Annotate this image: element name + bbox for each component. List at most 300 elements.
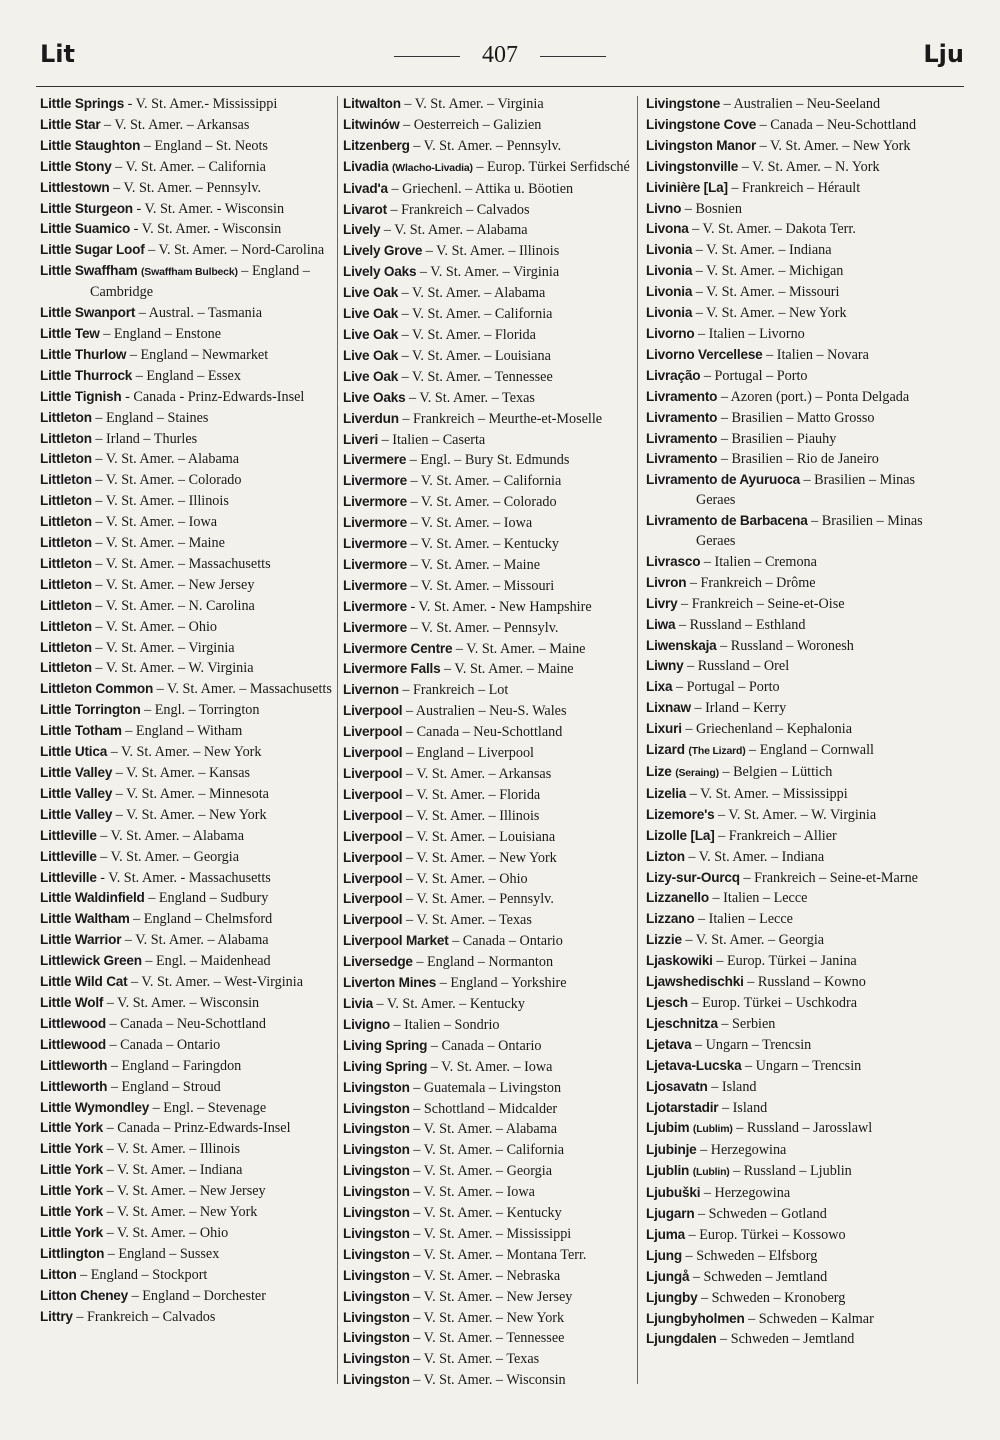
entry-term: Littleworth — [40, 1057, 108, 1073]
gazetteer-entry — [40, 324, 336, 345]
entry-description: – Frankreich – Lot — [398, 682, 509, 699]
gazetteer-entry — [343, 325, 639, 346]
entry-description: – V. St. Amer. – Alabama — [409, 1121, 557, 1138]
entry-term: Ljotarstadir — [646, 1099, 719, 1115]
gazetteer-entry — [646, 178, 942, 199]
entry-description: – England – St. Neots — [140, 137, 268, 154]
gazetteer-entry — [40, 491, 336, 512]
gazetteer-entry — [343, 409, 639, 430]
entry-description: – V. St. Amer. – Illinois — [402, 807, 540, 824]
entry-description: – V. St. Amer. – California — [111, 158, 266, 175]
entry-description: – V. St. Amer. – Massachusetts — [153, 681, 332, 698]
entry-term: Little York — [40, 1204, 104, 1220]
entry-description: – V. St. Amer. – Texas — [405, 389, 535, 406]
entry-description: – Brasilien – Minas Geraes — [696, 472, 916, 509]
gazetteer-entry — [343, 1370, 639, 1391]
entry-term: Ljungbyholmen — [646, 1310, 745, 1326]
entry-term: Ljubim — [646, 1120, 690, 1136]
entry-term: Lixnaw — [646, 700, 691, 716]
entry-description: – Frankreich – Seine-et-Oise — [677, 595, 845, 612]
gazetteer-entry — [343, 1245, 639, 1266]
gazetteer-entry — [343, 179, 639, 200]
entry-description: – V. St. Amer. – New York — [409, 1309, 565, 1326]
entry-description: – V. St. Amer. – Iowa — [409, 1184, 535, 1201]
entry-term: Livinière [La] — [646, 179, 728, 195]
entry-term: Living Spring — [343, 1037, 428, 1053]
entry-description: – England – Liverpool — [402, 745, 534, 762]
gazetteer-entry — [646, 1309, 942, 1330]
entry-description: – V. St. Amer. – Georgia — [409, 1163, 553, 1180]
entry-term: Littleton — [40, 597, 92, 613]
entry-term: Livingston — [343, 1246, 410, 1262]
gazetteer-entry — [646, 219, 942, 240]
entry-term: Little Valley — [40, 765, 113, 780]
gazetteer-entry — [646, 366, 942, 387]
entry-description: – Herzegowina — [700, 1185, 791, 1202]
entry-term: Liverpool — [343, 870, 403, 886]
entry-term: Lizton — [646, 848, 685, 864]
entry-term: Little Swaffham — [40, 263, 138, 279]
column-separator — [337, 96, 338, 1384]
entry-description: – England – Witham — [121, 723, 243, 740]
gazetteer-entry — [343, 136, 639, 157]
entry-term: Liverpool — [343, 891, 403, 907]
gazetteer-entry — [646, 762, 942, 784]
entry-term: Lively — [343, 222, 381, 238]
entry-term: Livron — [646, 574, 687, 590]
entry-description: – Europ. Türkei – Kossowo — [685, 1226, 846, 1243]
gazetteer-entry — [343, 1349, 639, 1370]
entry-note: (Lublim) — [692, 1123, 733, 1136]
entry-description: – V. St. Amer. – Ohio — [103, 1224, 229, 1241]
entry-term: Live Oak — [343, 285, 399, 301]
entry-description: - V. St. Amer. - New Hampshire — [406, 598, 592, 615]
gazetteer-entry — [343, 1266, 639, 1287]
entry-term: Livermore — [343, 515, 407, 531]
entry-term: Livingston — [343, 1142, 410, 1158]
entry-term: Livonia — [646, 263, 693, 279]
gazetteer-entry — [646, 805, 942, 826]
gazetteer-entry — [40, 178, 336, 199]
entry-term: Ljawshedischki — [646, 974, 744, 990]
entry-description: – Russland – Orel — [683, 658, 790, 675]
gazetteer-column-1 — [40, 94, 336, 1327]
gazetteer-entry — [40, 1181, 336, 1202]
entry-description: – Canada – Neu-Schottland — [756, 116, 917, 133]
entry-description: – Bosnien — [681, 200, 742, 217]
entry-description: – Brasilien – Matto Grosso — [717, 409, 875, 426]
entry-description: – V. St. Amer. – Georgia — [681, 932, 825, 949]
entry-description: – V. St. Amer. – Pennsylv. — [406, 619, 559, 636]
gazetteer-entry — [40, 1077, 336, 1098]
entry-description: – V. St. Amer. – Florida — [398, 326, 536, 343]
entry-term: Livingston — [343, 1288, 410, 1304]
entry-description: – England – Essex — [132, 367, 241, 384]
entry-term: Ljetava — [646, 1036, 692, 1052]
entry-description: – England – Cambridge — [90, 263, 310, 301]
gazetteer-entry — [343, 1015, 639, 1036]
gazetteer-entry — [343, 764, 639, 785]
entry-term: Livonia — [646, 284, 693, 300]
entry-term: Ljungå — [646, 1268, 690, 1284]
gazetteer-entry — [40, 240, 336, 261]
entry-description: – V. St. Amer. – Missouri — [406, 577, 555, 594]
entry-term: Ljungby — [646, 1289, 698, 1305]
entry-term: Little Torrington — [40, 702, 141, 718]
gazetteer-entry — [646, 345, 942, 366]
entry-description: – V. St. Amer. – Pennsylv. — [409, 137, 562, 154]
entry-description: – V. St. Amer. – Pennsylv. — [402, 891, 554, 908]
entry-term: Littlewood — [40, 1036, 106, 1052]
entry-description: – Frankreich – Drôme — [686, 574, 816, 591]
entry-term: Lixuri — [646, 721, 682, 737]
entry-description: – England – Enstone — [99, 325, 222, 342]
entry-term: Ljubinje — [646, 1142, 697, 1158]
gazetteer-entry — [40, 1035, 336, 1056]
gazetteer-entry — [343, 869, 639, 890]
entry-term: Litton Cheney — [40, 1287, 129, 1303]
gazetteer-entry — [646, 656, 942, 677]
gazetteer-entry — [40, 638, 336, 659]
entry-description: – Ungarn – Trencsin — [691, 1036, 812, 1053]
gazetteer-entry — [646, 573, 942, 594]
gazetteer-entry — [343, 304, 639, 325]
entry-description: – V. St. Amer. – New Jersey — [409, 1288, 573, 1305]
gazetteer-entry — [343, 639, 639, 660]
gazetteer-entry — [343, 555, 639, 576]
gazetteer-entry — [343, 659, 639, 680]
entry-term: Livigno — [343, 1016, 390, 1032]
gazetteer-entry — [646, 909, 942, 930]
entry-description: – Europ. Türkei – Janina — [712, 953, 857, 970]
gazetteer-entry — [40, 805, 336, 826]
entry-description: – V. St. Amer. – New York — [103, 1204, 258, 1221]
gazetteer-entry — [343, 1328, 639, 1349]
entry-term: Lizard — [646, 742, 685, 758]
gazetteer-entry — [343, 910, 639, 931]
entry-description: – V. St. Amer. – Alabama — [380, 222, 528, 239]
gazetteer-entry — [343, 889, 639, 910]
entry-term: Live Oak — [343, 368, 399, 384]
entry-description: – Engl. – Bury St. Edmunds — [406, 452, 570, 469]
entry-term: Little Wild Cat — [40, 974, 128, 990]
entry-description: – V. St. Amer. – New York — [112, 806, 267, 823]
entry-term: Liverpool — [343, 807, 403, 823]
header-left-catchword: Lit — [40, 40, 75, 68]
gazetteer-entry — [343, 597, 639, 618]
gazetteer-entry — [646, 1267, 942, 1288]
entry-term: Livernon — [343, 682, 399, 698]
gazetteer-entry — [646, 240, 942, 261]
gazetteer-entry — [40, 157, 336, 178]
gazetteer-entry — [343, 262, 639, 283]
entry-term: Livingston — [343, 1079, 410, 1095]
gazetteer-entry — [646, 261, 942, 282]
entry-description: – V. St. Amer. – New York — [692, 305, 847, 322]
gazetteer-entry — [646, 677, 942, 698]
entry-description: – V. St. Amer. – Virginia — [91, 639, 235, 656]
entry-description: – Schweden – Kalmar — [744, 1310, 874, 1327]
entry-description: – V. St. Amer. – Indiana — [692, 242, 832, 259]
entry-term: Littry — [40, 1308, 73, 1324]
entry-description: – V. St. Amer. – Georgia — [96, 848, 240, 865]
gazetteer-entry — [343, 848, 639, 869]
gazetteer-entry — [40, 972, 336, 993]
gazetteer-entry — [646, 1161, 942, 1183]
entry-description: – Irland – Thurles — [91, 430, 198, 447]
entry-description: – Frankreich – Seine-et-Marne — [739, 869, 918, 886]
entry-description: – V. St. Amer. – New York — [402, 849, 557, 866]
entry-description: – V. St. Amer. – California — [398, 306, 553, 323]
gazetteer-entry — [343, 1140, 639, 1161]
gazetteer-entry — [343, 115, 639, 136]
gazetteer-entry — [40, 784, 336, 805]
entry-note: (Swaffham Bulbeck) — [141, 266, 238, 279]
entry-description: – Russland – Woronesh — [716, 637, 854, 654]
gazetteer-entry — [646, 888, 942, 909]
entry-description: – Schottland – Midcalder — [409, 1100, 558, 1117]
gazetteer-entry — [40, 1244, 336, 1265]
entry-term: Livermore — [343, 494, 407, 510]
entry-description: – Australien – Neu-S. Wales — [402, 703, 567, 720]
entry-term: Ljungdalen — [646, 1331, 717, 1347]
gazetteer-entry — [343, 618, 639, 639]
header-right-catchword: Lju — [923, 40, 964, 68]
entry-description: – V. St. Amer. – Kentucky — [406, 536, 559, 553]
entry-description: – Australien – Neu-Seeland — [720, 96, 881, 112]
entry-description: – V. St. Amer. – Mississippi — [409, 1225, 572, 1242]
entry-description: – Engl. – Stevenage — [149, 1099, 267, 1116]
entry-term: Little Wymondley — [40, 1099, 150, 1115]
entry-description: – V. St. Amer. – Indiana — [684, 848, 825, 865]
gazetteer-entry — [343, 1078, 639, 1099]
gazetteer-entry — [646, 972, 942, 993]
entry-term: Livingston — [343, 1372, 410, 1388]
entry-description: – V. St. Amer. – California — [406, 473, 562, 490]
entry-term: Livarot — [343, 201, 387, 217]
gazetteer-entry — [646, 847, 942, 868]
entry-description: – V. St. Amer. – Indiana — [103, 1162, 243, 1179]
entry-term: Liverpool — [343, 849, 403, 865]
gazetteer-entry — [343, 1161, 639, 1182]
entry-term: Little Wolf — [40, 994, 104, 1010]
entry-description: – Belgien – Lüttich — [718, 764, 833, 780]
entry-description: – V. St. Amer. – Colorado — [406, 494, 557, 511]
gazetteer-entry — [40, 617, 336, 638]
entry-term: Little Suamico — [40, 221, 131, 237]
gazetteer-entry — [40, 930, 336, 951]
gazetteer-entry — [40, 366, 336, 387]
entry-term: Livadia — [343, 158, 389, 174]
entry-description: – Italien – Sondrio — [389, 1016, 500, 1033]
gazetteer-entry — [40, 345, 336, 366]
gazetteer-entry — [343, 1287, 639, 1308]
gazetteer-column-2 — [343, 94, 639, 1391]
entry-description: – V. St. Amer. – Alabama — [96, 827, 244, 844]
gazetteer-entry — [40, 868, 336, 889]
entry-term: Littleton Common — [40, 681, 154, 697]
header-dash-right — [540, 56, 606, 57]
entry-term: Live Oak — [343, 326, 399, 342]
entry-term: Little Tignish — [40, 388, 122, 404]
gazetteer-entry — [40, 888, 336, 909]
entry-description: – V. St. Amer. – Pennsylv. — [109, 179, 262, 196]
entry-description: – V. St. Amer. – Maine — [440, 661, 574, 678]
gazetteer-entry — [646, 1118, 942, 1140]
entry-description: – V. St. Amer. – Tennessee — [409, 1330, 565, 1347]
gazetteer-entry — [343, 241, 639, 262]
gazetteer-entry — [646, 1288, 942, 1309]
gazetteer-entry — [646, 136, 942, 157]
entry-term: Little Waltham — [40, 911, 130, 927]
entry-term: Livingston — [343, 1330, 410, 1346]
gazetteer-entry — [646, 615, 942, 636]
entry-description: – Brasilien – Piauhy — [717, 430, 837, 447]
entry-term: Liverpool — [343, 703, 403, 719]
gazetteer-entry — [646, 429, 942, 450]
gazetteer-entry — [343, 1224, 639, 1245]
gazetteer-entry — [646, 115, 942, 136]
gazetteer-entry — [40, 94, 336, 115]
gazetteer-entry — [40, 512, 336, 533]
entry-description: – V. St. Amer. – New York — [107, 744, 262, 761]
gazetteer-entry — [40, 449, 336, 470]
entry-description: – V. St. Amer. – W. Virginia — [91, 660, 254, 677]
entry-description: – Island — [718, 1099, 768, 1116]
gazetteer-entry — [343, 388, 639, 409]
entry-term: Ljeschnitza — [646, 1015, 718, 1031]
entry-description: – V. St. Amer. – Wisconsin — [409, 1372, 566, 1389]
entry-term: Lizzie — [646, 932, 682, 948]
entry-description: – England – Normanton — [412, 954, 554, 971]
entry-term: Ljugarn — [646, 1206, 695, 1222]
gazetteer-entry — [40, 1265, 336, 1286]
entry-description: – V. St. Amer. – Kentucky — [409, 1205, 562, 1222]
entry-term: Lizelia — [646, 785, 687, 801]
entry-term: Livermore — [343, 619, 407, 635]
entry-description: – Canada – Prinz-Edwards-Insel — [103, 1120, 291, 1137]
entry-description: – V. St. Amer. – Virginia — [416, 264, 560, 281]
gazetteer-entry — [646, 698, 942, 719]
entry-description: – Griechenland – Kephalonia — [681, 721, 853, 738]
entry-description: – Canada – Ontario — [448, 933, 563, 950]
entry-description: – Frankreich – Calvados — [386, 201, 530, 218]
gazetteer-entry — [40, 554, 336, 575]
entry-term: Little York — [40, 1224, 104, 1240]
entry-description: – V. St. Amer. – Nord-Carolina — [144, 242, 325, 259]
entry-term: Lixa — [646, 679, 673, 695]
entry-term: Livermore Falls — [343, 661, 441, 677]
entry-term: Livingstone — [646, 96, 721, 111]
entry-note: (Wlacho-Livadia) — [392, 161, 473, 174]
entry-term: Liverpool — [343, 786, 403, 802]
entry-description: – Canada – Neu-Schottland — [402, 724, 563, 741]
entry-description: – Brasilien – Rio de Janeiro — [717, 451, 879, 468]
gazetteer-entry — [40, 219, 336, 240]
gazetteer-entry — [40, 658, 336, 679]
entry-description: – V. St. Amer. – Ohio — [91, 618, 218, 635]
gazetteer-entry — [40, 1139, 336, 1160]
entry-term: Livermere — [343, 452, 407, 468]
entry-term: Livingston — [343, 1351, 410, 1367]
gazetteer-entry — [343, 534, 639, 555]
gazetteer-entry — [646, 408, 942, 429]
gazetteer-entry — [343, 931, 639, 952]
gazetteer-entry — [343, 220, 639, 241]
entry-term: Livermore — [343, 577, 407, 593]
gazetteer-entry — [40, 1160, 336, 1181]
entry-note: (Lublin) — [692, 1166, 730, 1179]
entry-description: – V. St. Amer. – Minnesota — [112, 785, 269, 802]
entry-term: Littleton — [40, 639, 92, 655]
gazetteer-entry — [646, 199, 942, 220]
entry-description: – England – Sudbury — [144, 890, 269, 907]
entry-description: – V. St. Amer. – Iowa — [427, 1058, 553, 1075]
entry-term: Live Oak — [343, 306, 399, 322]
entry-description: – V. St. Amer. – Maine — [91, 535, 225, 552]
entry-description: – England – Chelmsford — [129, 911, 273, 928]
entry-description: – Canada – Ontario — [105, 1036, 221, 1053]
entry-description: – Italien – Cremona — [700, 553, 817, 570]
gazetteer-entry — [646, 1204, 942, 1225]
entry-description: – V. St. Amer. – Illinois — [422, 243, 560, 260]
entry-description: – V. St. Amer. – Louisiana — [402, 828, 556, 845]
entry-description: – V. St. Amer. – Arkansas — [100, 116, 250, 133]
entry-description: - V. St. Amer.- Mississippi — [124, 96, 278, 112]
entry-description: – Italien – Novara — [762, 346, 869, 363]
entry-term: Little Totham — [40, 723, 122, 739]
entry-term: Little York — [40, 1141, 104, 1157]
entry-term: Little Thurrock — [40, 367, 133, 383]
entry-term: Live Oaks — [343, 389, 406, 405]
gazetteer-entry — [646, 303, 942, 324]
entry-description: – England – Newmarket — [126, 346, 269, 363]
gazetteer-entry — [646, 740, 942, 762]
gazetteer-entry — [40, 533, 336, 554]
gazetteer-entry — [343, 450, 639, 471]
gazetteer-entry — [343, 1099, 639, 1120]
gazetteer-entry — [343, 680, 639, 701]
gazetteer-entry — [646, 1225, 942, 1246]
entry-description: – V. St. Amer. – Alabama — [398, 285, 546, 302]
entry-term: Living Spring — [343, 1058, 428, 1074]
entry-description: – V. St. Amer. – Nebraska — [409, 1267, 561, 1284]
gazetteer-entry — [40, 1056, 336, 1077]
gazetteer-entry — [343, 1203, 639, 1224]
entry-term: Livingston — [343, 1184, 410, 1200]
gazetteer-entry — [40, 1223, 336, 1244]
gazetteer-entry — [646, 826, 942, 847]
entry-term: Livry — [646, 595, 678, 611]
entry-description: – Schweden – Gotland — [694, 1206, 827, 1223]
entry-term: Little Sturgeon — [40, 200, 133, 216]
gazetteer-entry — [343, 743, 639, 764]
gazetteer-entry — [40, 826, 336, 847]
page-header — [36, 40, 964, 80]
entry-term: Ljaskowiki — [646, 953, 713, 969]
entry-description: – England – Dorchester — [128, 1287, 266, 1304]
entry-term: Littleville — [40, 869, 97, 885]
entry-description: – V. St. Amer. – New Jersey — [91, 576, 255, 593]
entry-description: – England – Faringdon — [107, 1057, 242, 1074]
entry-description: – Austral. – Tasmania — [135, 305, 262, 322]
entry-term: Littleton — [40, 430, 92, 446]
gazetteer-entry — [40, 847, 336, 868]
gazetteer-entry — [40, 700, 336, 721]
entry-description: - V. St. Amer. - Wisconsin — [132, 200, 285, 217]
entry-description: – Europ. Türkei – Uschkodra — [687, 994, 858, 1011]
entry-description: – Russland – Ljublin — [729, 1163, 852, 1180]
